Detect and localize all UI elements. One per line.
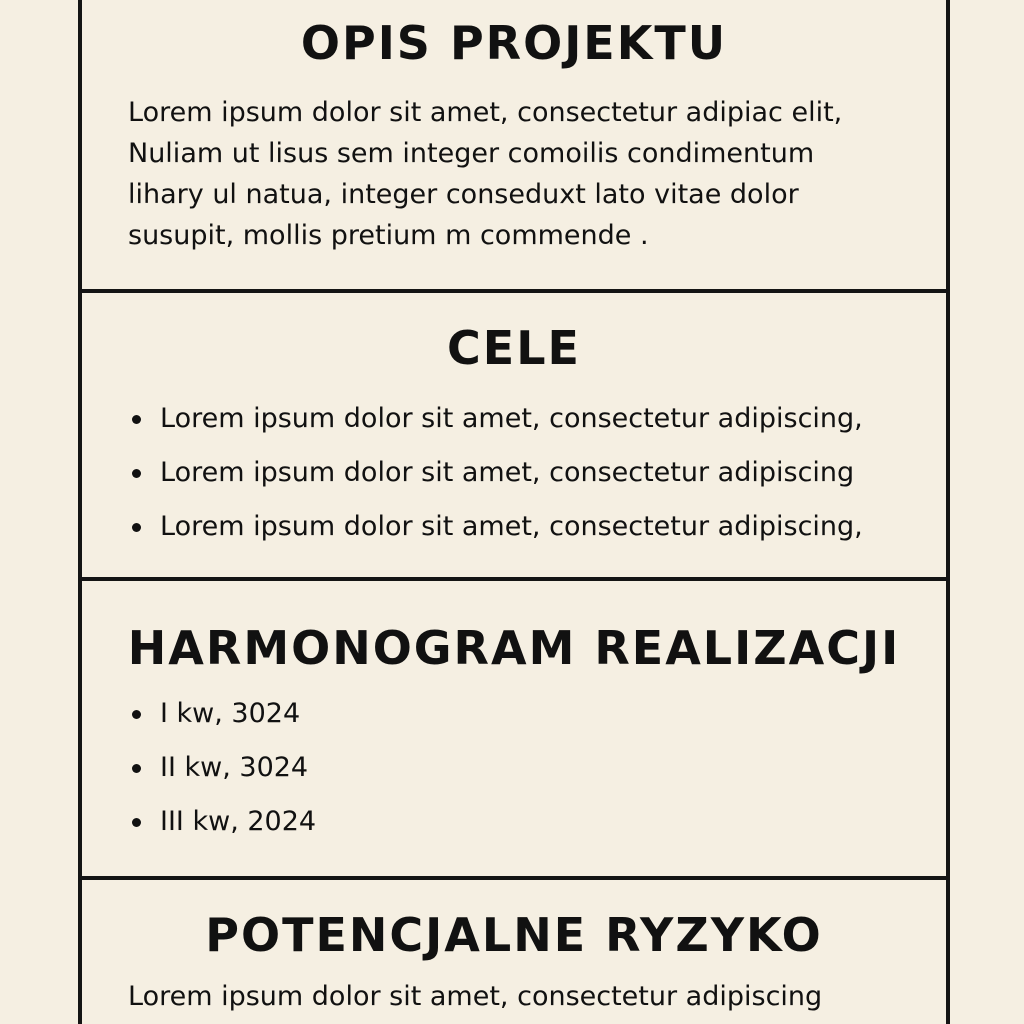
description-line: Nuliam ut lisus sem integer comoilis condimentum — [128, 138, 815, 169]
list-item — [128, 694, 316, 748]
section-title-goals: CELE — [447, 321, 581, 375]
description-line: Lorem ipsum dolor sit amet, consectetur adipiac elit, — [128, 97, 843, 128]
bullet-icon — [132, 523, 141, 532]
risk-line: Lorem ipsum dolor sit amet, consectetur adipiscing — [128, 981, 823, 1012]
section-title-risk: POTENCJALNE RYZYKO — [205, 908, 823, 962]
section-divider — [82, 876, 946, 880]
description-line: lihary ul natua, integer conseduxt lato vitae dolor — [128, 179, 799, 210]
bullet-icon — [132, 764, 141, 773]
list-item-text: Lorem ipsum dolor sit amet, consectetur adipiscing, — [160, 403, 863, 434]
section-divider — [82, 577, 946, 581]
timeline-list — [128, 694, 316, 856]
list-item — [128, 450, 863, 504]
bullet-icon — [132, 818, 141, 827]
list-item — [128, 748, 316, 802]
project-description-text — [128, 92, 928, 256]
section-title-project-description: OPIS PROJEKTU — [300, 16, 728, 70]
description-line: susupit, mollis pretium m commende . — [128, 220, 649, 251]
document-page — [78, 0, 950, 1024]
bullet-icon — [132, 415, 141, 424]
section-divider — [82, 289, 946, 293]
risk-text — [128, 976, 928, 1017]
list-item-text: Lorem ipsum dolor sit amet, consectetur adipiscing, — [160, 511, 863, 542]
list-item — [128, 504, 863, 558]
bullet-icon — [132, 710, 141, 719]
list-item-text: Lorem ipsum dolor sit amet, consectetur adipiscing — [160, 457, 855, 488]
list-item — [128, 396, 863, 450]
list-item-text: II kw, 3024 — [160, 752, 309, 783]
goals-list — [128, 396, 863, 558]
list-item — [128, 802, 316, 856]
list-item-text: III kw, 2024 — [160, 806, 317, 837]
list-item-text: I kw, 3024 — [160, 698, 301, 729]
bullet-icon — [132, 469, 141, 478]
section-title-timeline: HARMONOGRAM REALIZACJI — [127, 621, 901, 675]
